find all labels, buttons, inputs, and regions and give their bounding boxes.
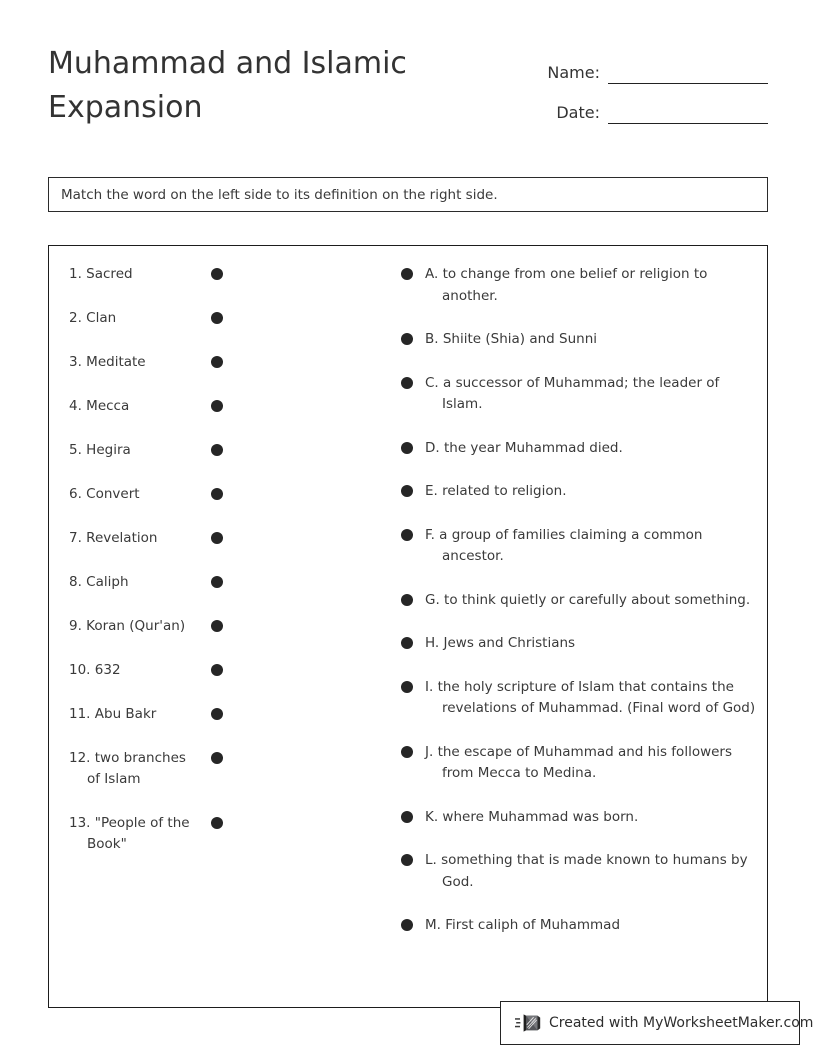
definition-label: A. to change from one belief or religion to another. xyxy=(425,266,708,304)
term-label: 3. Meditate xyxy=(69,354,146,370)
definition-label: H. Jews and Christians xyxy=(425,635,576,651)
definition-match-dot-cell[interactable] xyxy=(389,677,425,693)
match-dot-icon[interactable] xyxy=(401,485,413,497)
match-dot-icon[interactable] xyxy=(401,268,413,280)
definition-label: B. Shiite (Shia) and Sunni xyxy=(425,331,598,347)
term-match-dot-cell[interactable] xyxy=(197,528,237,544)
match-dot-icon[interactable] xyxy=(211,708,223,720)
term-row xyxy=(49,748,369,790)
match-dot-icon[interactable] xyxy=(401,919,413,931)
definition-row xyxy=(389,677,769,720)
name-date-block xyxy=(498,48,768,128)
matching-exercise-box xyxy=(48,245,768,1008)
name-field-row xyxy=(498,48,768,84)
match-dot-icon[interactable] xyxy=(401,529,413,541)
definition-row xyxy=(389,373,769,416)
match-dot-icon[interactable] xyxy=(211,752,223,764)
term-label: 12. two branches of Islam xyxy=(69,750,186,787)
term-match-dot-cell[interactable] xyxy=(197,396,237,412)
definition-match-dot-cell[interactable] xyxy=(389,481,425,497)
match-dot-icon[interactable] xyxy=(401,854,413,866)
definition-match-dot-cell[interactable] xyxy=(389,850,425,866)
term-label: 10. 632 xyxy=(69,662,121,678)
definition-match-dot-cell[interactable] xyxy=(389,373,425,389)
term-row xyxy=(49,572,369,593)
term-label: 6. Convert xyxy=(69,486,140,502)
date-label: Date: xyxy=(556,103,600,122)
term-match-dot-cell[interactable] xyxy=(197,748,237,764)
date-field-row xyxy=(498,88,768,124)
term-row xyxy=(49,704,369,725)
term-label: 13. "People of the Book" xyxy=(69,815,190,852)
definition-label: D. the year Muhammad died. xyxy=(425,439,623,456)
match-dot-icon[interactable] xyxy=(401,594,413,606)
term-match-dot-cell[interactable] xyxy=(197,440,237,456)
footer-attribution-text: Created with MyWorksheetMaker.com xyxy=(549,1015,814,1031)
definition-row xyxy=(389,850,769,893)
match-dot-icon[interactable] xyxy=(211,356,223,368)
term-label: 11. Abu Bakr xyxy=(69,706,157,722)
worksheet-maker-logo-icon xyxy=(515,1012,541,1034)
term-match-dot-cell[interactable] xyxy=(197,352,237,368)
term-row xyxy=(49,813,369,855)
match-dot-icon[interactable] xyxy=(401,681,413,693)
term-row xyxy=(49,264,369,285)
match-dot-icon[interactable] xyxy=(401,637,413,649)
instruction-text: Match the word on the left side to its definition on the right side. xyxy=(61,186,498,203)
definition-row xyxy=(389,633,769,655)
definition-match-dot-cell[interactable] xyxy=(389,915,425,931)
definition-label: K. where Muhammad was born. xyxy=(425,808,639,825)
term-match-dot-cell[interactable] xyxy=(197,264,237,280)
term-match-dot-cell[interactable] xyxy=(197,616,237,632)
term-label: 7. Revelation xyxy=(69,530,158,546)
term-row xyxy=(49,308,369,329)
match-dot-icon[interactable] xyxy=(401,746,413,758)
match-dot-icon[interactable] xyxy=(211,488,223,500)
match-dot-icon[interactable] xyxy=(401,811,413,823)
match-dot-icon[interactable] xyxy=(211,532,223,544)
definition-row xyxy=(389,915,769,937)
definition-row xyxy=(389,742,769,785)
term-row xyxy=(49,616,369,637)
term-label: 8. Caliph xyxy=(69,574,129,590)
term-label: 2. Clan xyxy=(69,310,117,326)
definition-label: I. the holy scripture of Islam that contains the revelations of Muhammad. (Final word of God) xyxy=(425,678,756,716)
match-dot-icon[interactable] xyxy=(211,268,223,280)
definition-label: C. a successor of Muhammad; the leader of Islam. xyxy=(425,374,720,412)
definition-label: F. a group of families claiming a common ancestor. xyxy=(425,526,703,564)
term-label: 4. Mecca xyxy=(69,398,130,414)
match-dot-icon[interactable] xyxy=(401,333,413,345)
worksheet-header xyxy=(0,0,816,160)
match-dot-icon[interactable] xyxy=(401,442,413,454)
footer-attribution-badge[interactable] xyxy=(500,1001,814,1045)
term-label: 5. Hegira xyxy=(69,442,131,458)
term-match-dot-cell[interactable] xyxy=(197,572,237,588)
definition-match-dot-cell[interactable] xyxy=(389,807,425,823)
definition-label: E. related to religion. xyxy=(425,483,567,499)
definition-row xyxy=(389,481,769,503)
definition-label: L. something that is made known to humans by God. xyxy=(425,852,748,890)
match-dot-icon[interactable] xyxy=(211,817,223,829)
terms-column xyxy=(49,264,369,878)
definition-row xyxy=(389,525,769,568)
definition-match-dot-cell[interactable] xyxy=(389,264,425,280)
definition-row xyxy=(389,807,769,829)
term-row xyxy=(49,396,369,417)
term-row xyxy=(49,484,369,505)
definition-row xyxy=(389,329,769,351)
match-dot-icon[interactable] xyxy=(211,620,223,632)
instruction-box xyxy=(48,177,768,212)
definition-match-dot-cell[interactable] xyxy=(389,329,425,345)
term-row xyxy=(49,528,369,549)
definition-label: J. the escape of Muhammad and his followers from Mecca to Medina. xyxy=(425,743,733,781)
match-dot-icon[interactable] xyxy=(211,444,223,456)
definition-match-dot-cell[interactable] xyxy=(389,525,425,541)
match-dot-icon[interactable] xyxy=(211,664,223,676)
definition-match-dot-cell[interactable] xyxy=(389,590,425,606)
definition-label: G. to think quietly or carefully about something. xyxy=(425,591,751,608)
term-label: 9. Koran (Qur'an) xyxy=(69,618,186,634)
definition-match-dot-cell[interactable] xyxy=(389,633,425,649)
match-dot-icon[interactable] xyxy=(211,400,223,412)
term-row xyxy=(49,352,369,373)
term-match-dot-cell[interactable] xyxy=(197,484,237,500)
term-match-dot-cell[interactable] xyxy=(197,660,237,676)
name-input-line[interactable] xyxy=(608,61,768,84)
definition-match-dot-cell[interactable] xyxy=(389,438,425,454)
page-title: Muhammad and Islamic Expansion xyxy=(48,46,407,125)
match-dot-icon[interactable] xyxy=(211,576,223,588)
term-row xyxy=(49,660,369,681)
definition-label: M. First caliph of Muhammad xyxy=(425,917,621,933)
definition-row xyxy=(389,438,769,460)
definitions-column xyxy=(389,264,769,959)
definition-match-dot-cell[interactable] xyxy=(389,742,425,758)
name-label: Name: xyxy=(547,63,600,82)
term-row xyxy=(49,440,369,461)
term-match-dot-cell[interactable] xyxy=(197,704,237,720)
match-dot-icon[interactable] xyxy=(401,377,413,389)
term-label: 1. Sacred xyxy=(69,266,133,282)
match-dot-icon[interactable] xyxy=(211,312,223,324)
definition-row xyxy=(389,264,769,307)
date-input-line[interactable] xyxy=(608,101,768,124)
definition-row xyxy=(389,590,769,612)
term-match-dot-cell[interactable] xyxy=(197,813,237,829)
term-match-dot-cell[interactable] xyxy=(197,308,237,324)
